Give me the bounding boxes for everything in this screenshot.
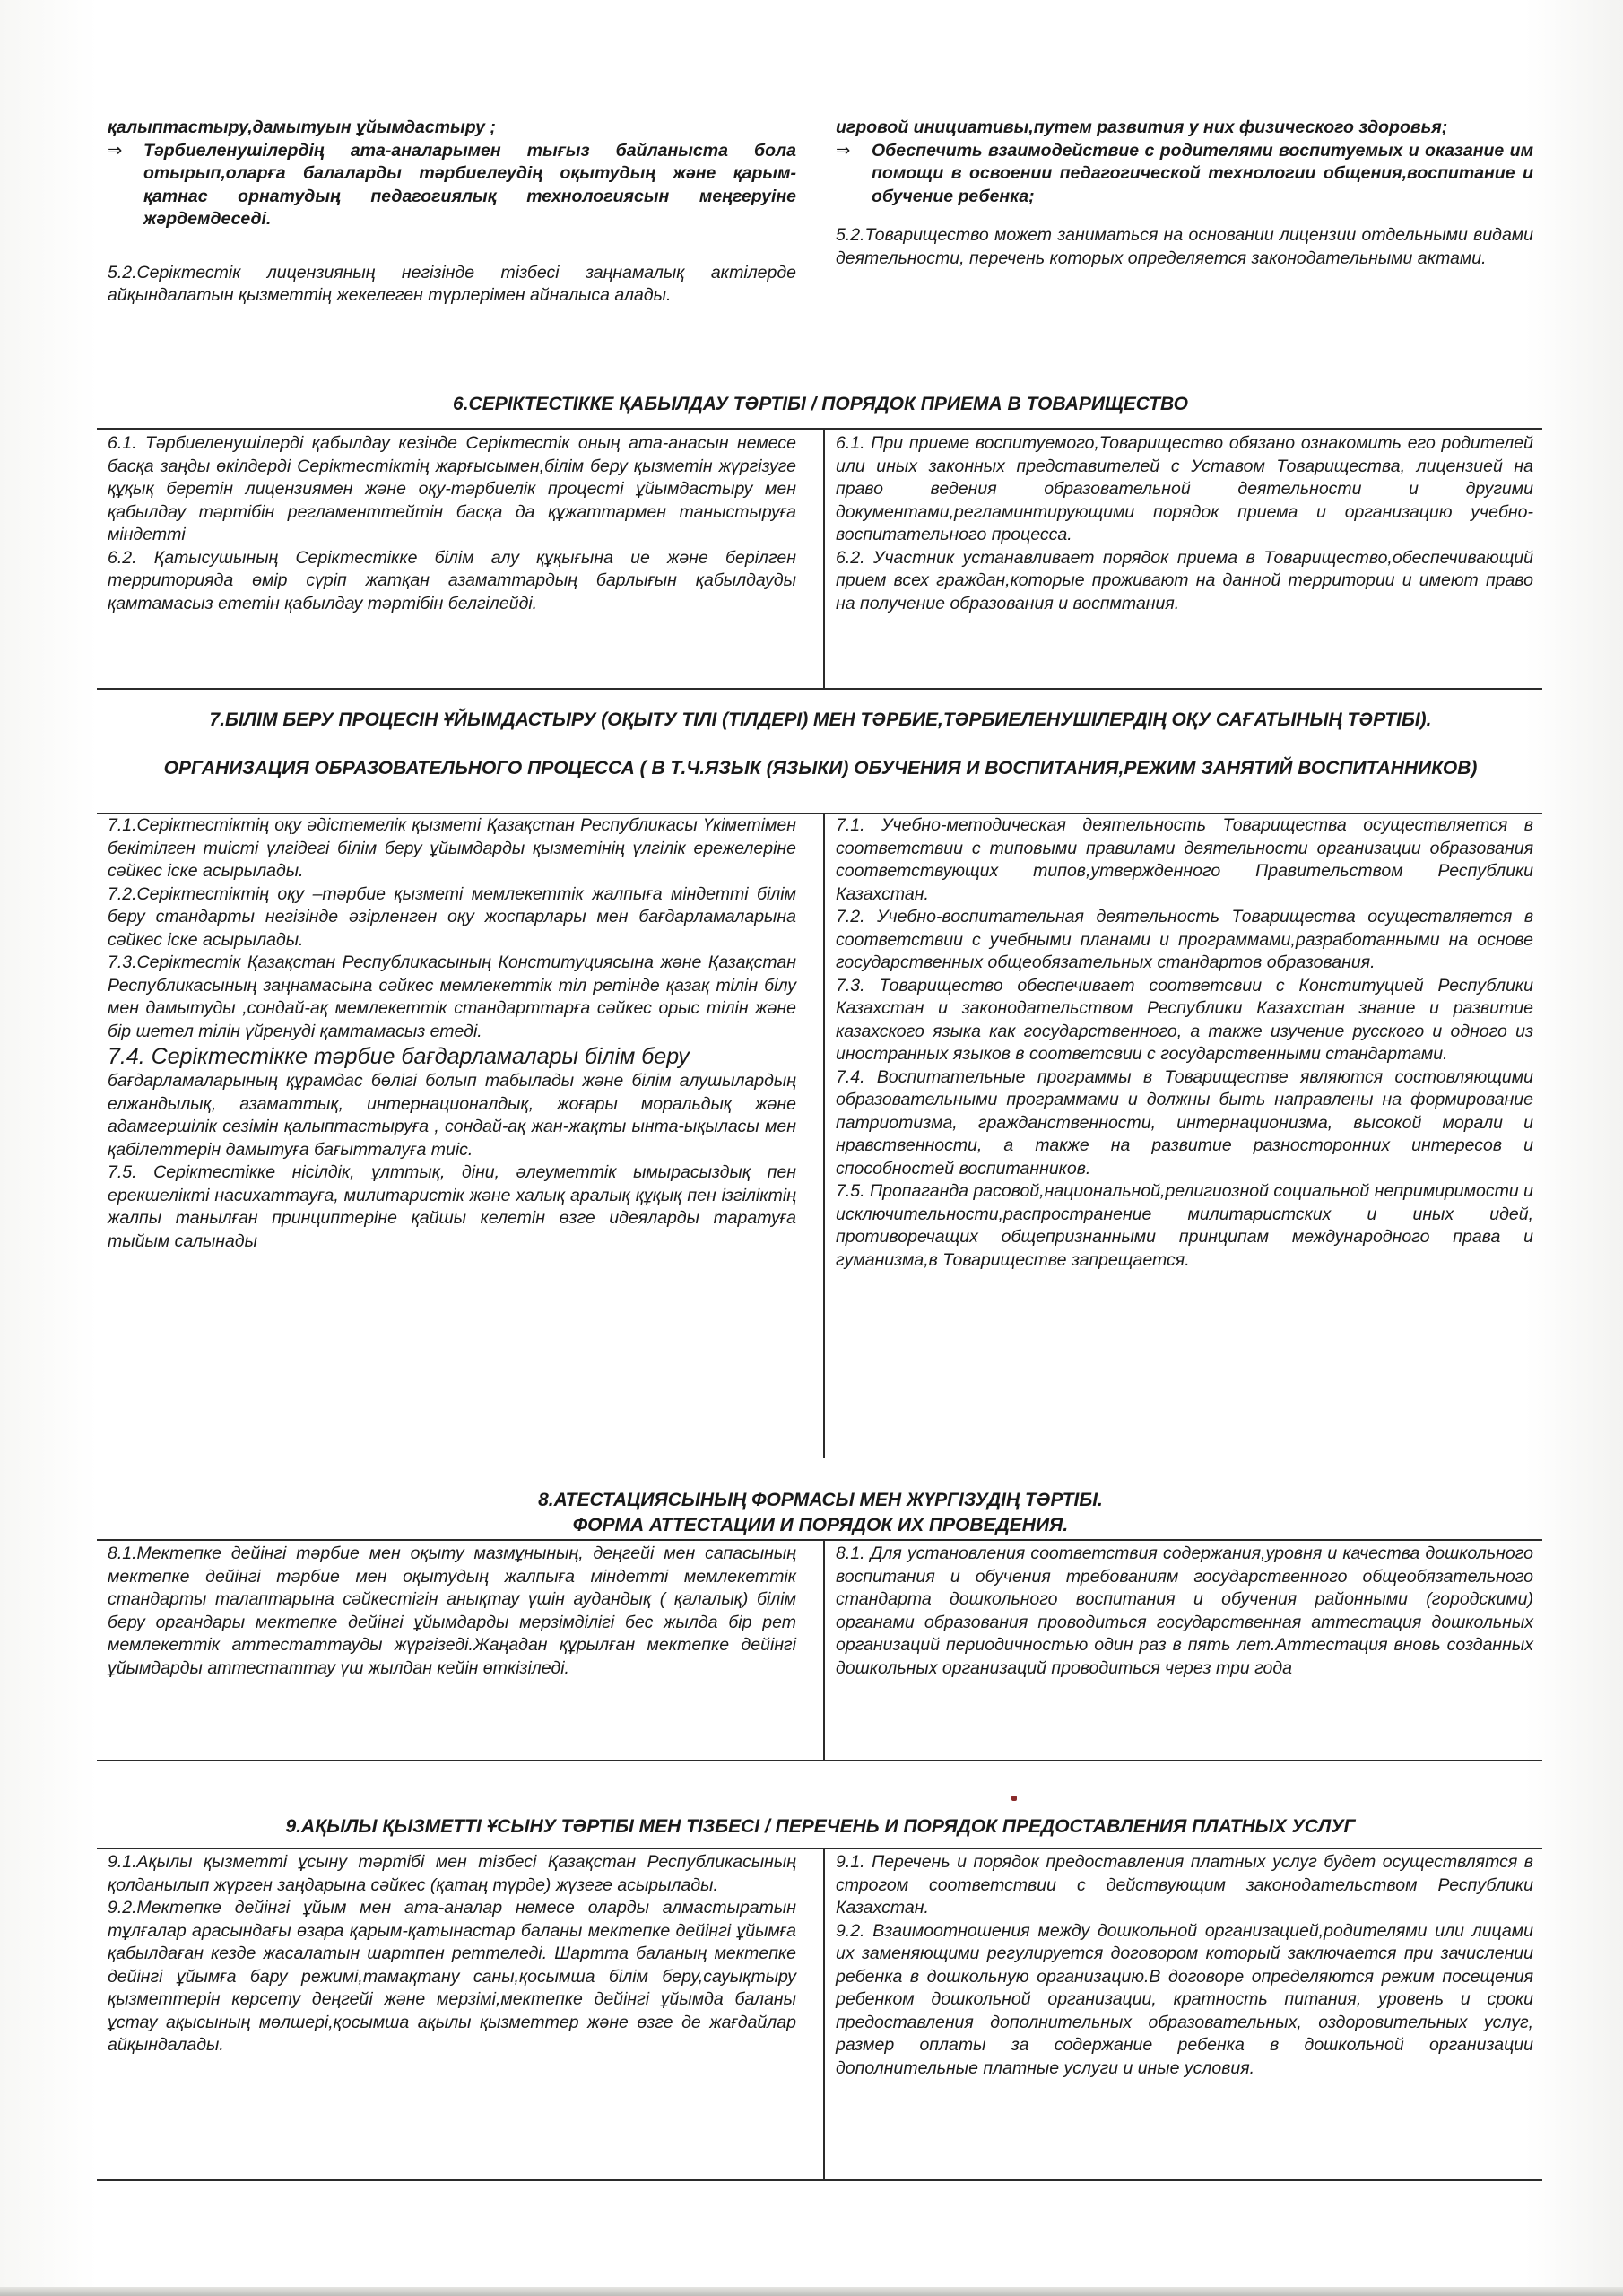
kz-column bbox=[108, 117, 816, 308]
kz-bullet bbox=[108, 140, 796, 231]
section-8-title-kz: 8.АТЕСТАЦИЯСЫНЫҢ ФОРМАСЫ МЕН ЖҮРГІЗУДІҢ ТӘРТІБІ. bbox=[538, 1490, 1103, 1510]
kz-clause-7-1: 7.1.Серіктестіктің оқу әдістемелік қызметі Қазақстан Республикасы Үкіметімен бекітілген тиісті үлгідегі білім беру ұйымдарды қызметінің үлгілік ережелеріне сәйкес іске асырылады. bbox=[108, 815, 796, 881]
kz-bullet-text: Тәрбиеленушілердің ата-аналарымен тығыз байланыста бола отырып,оларға балаларды тәрбиелеудің оқытудың және қарым-қатнас орнатудың педагогиялық технологиясын меңгеруіне жәрдемдеседі. bbox=[143, 140, 796, 229]
section-9-title: 9.АҚЫЛЫ ҚЫЗМЕТТІ ҰСЫНУ ТӘРТІБІ МЕН ТІЗБЕСІ / ПЕРЕЧЕНЬ И ПОРЯДОК ПРЕДОСТАВЛЕНИЯ ПЛАТНЫХ УСЛУГ bbox=[285, 1816, 1356, 1837]
kz-column bbox=[108, 814, 816, 1272]
ru-column bbox=[816, 432, 1533, 615]
kz-column bbox=[108, 1543, 816, 1680]
kz-column bbox=[108, 432, 816, 615]
kz-clause-7-4-heading: 7.4. Серіктестікке тәрбие бағдарламалары білім беру bbox=[108, 1044, 690, 1069]
kz-clause-6-1: 6.1. Тәрбиеленушілерді қабылдау кезінде Серіктестік оның ата-анасын немесе басқа заңды өкілдерді Серіктестіктің жарғысымен,білім беру қызметін жүргізуге құқық беретін лицензиямен және оқу-тәрбиелік процесті ұйымдастыру мен қабылдау тәртібін регламенттейтін басқа да құжаттармен таныстыруға міндетті bbox=[108, 433, 796, 544]
kz-clause-9-2: 9.2.Мектепке дейінгі ұйым мен ата-аналар немесе оларды алмастыратын тұлғалар арасындағы өзара қарым-қатынастар баланы мектепке дейінгі ұйымға қабылдаған кезде жасалатын шартпен реттеледі. Шартта баланың мектепке дейінгі ұйымға бару режимі,тамақтану саны,қосымша білім беру,сауықтыру қызметтерін көрсету деңгейі және мерзімі,мектепке дейінгі ұйымда баланы ұстау ақысының мөлшері,қосымша ақылы қызметтер және өзге де жағдайлар айқындалады. bbox=[108, 1898, 796, 2055]
arrow-icon: ⇒ bbox=[836, 140, 851, 161]
ru-clause-8-1: 8.1. Для установления соответствия содержания,уровня и качества дошкольного воспитания и обучения требованиям государственного общеобязательного стандарта дошкольного воспитания и обучения районными (городскими) органами образования проводиться государственная аттестация дошкольных организаций периодичностью один раз в пять лет.Аттестация вновь созданных дошкольных организаций проводиться через три года bbox=[836, 1544, 1533, 1678]
section-6-body bbox=[108, 432, 1533, 615]
kz-column bbox=[108, 1851, 816, 2080]
ru-bullet-text: Обеспечить взаимодействие с родителями воспитуемых и оказание им помощи в освоении педагогической технологии общения,воспитание и обучение ребенка; bbox=[872, 140, 1533, 206]
divider bbox=[97, 1848, 1542, 1849]
kz-clause-9-1: 9.1.Ақылы қызметті ұсыну тәртібі мен тізбесі Қазақстан Республикасының қолданылып жүрген заңдарына сәйкес (қатаң түрде) жүзеге асырылады. bbox=[108, 1852, 796, 1895]
section5-continuation bbox=[108, 117, 1533, 308]
kz-line: қалыптастыру,дамытуын ұйымдастыру ; bbox=[108, 117, 496, 137]
ru-bullet bbox=[836, 140, 1533, 209]
section-8-body bbox=[108, 1543, 1533, 1680]
ru-clause-7-2: 7.2. Учебно-воспитательная деятельность Товарищества осуществляется в соответствии с учебными планами и программами,разработанными на основе государственных общеобязательных стандартов образования. bbox=[836, 907, 1533, 972]
ru-line: игровой инициативы,путем развития у них физического здоровья; bbox=[836, 117, 1448, 137]
section-9-body bbox=[108, 1851, 1533, 2080]
ru-clause-7-4: 7.4. Воспитательные программы в Товариществе являются состовляющими образовательными программами и должны быть направлены на формирование патриотизма, гражданственности, интернационизма, высокой морали и нравственности, а также на развитие разносторонних интересов и способностей воспитанников. bbox=[836, 1066, 1533, 1178]
ru-clause-7-5: 7.5. Пропаганда расовой,национальной,религиозной социальной непримиримости и исключительности,распространение милитаристских и иных идей, противоречащих общепризнанными принципам международного права и гуманизма,в Товариществе запрещается. bbox=[836, 1181, 1533, 1270]
ru-clause-9-1: 9.1. Перечень и порядок предоставления платных услуг будет осуществлятся в строгом соответствии с действующим законодательством Республики Казахстан. bbox=[836, 1852, 1533, 1918]
ru-clause-7-3: 7.3. Товарищество обеспечивает соответсвии с Конституцией Республики Казахстан и законодательством Республики Казахстан знание и развитие казахского языка как государственного, а также изучение русского и одного из иностранных языков в соответсвии с государственными стандартами. bbox=[836, 975, 1533, 1064]
arrow-icon: ⇒ bbox=[108, 140, 123, 161]
ru-column bbox=[816, 1851, 1533, 2080]
section-7-title-ru: ОРГАНИЗАЦИЯ ОБРАЗОВАТЕЛЬНОГО ПРОЦЕССА ( В Т.Ч.ЯЗЫК (ЯЗЫКИ) ОБУЧЕНИЯ И ВОСПИТАНИЯ,РЕЖИМ ЗАНЯТИЙ ВОСПИТАННИКОВ) bbox=[163, 758, 1478, 778]
kz-clause-7-2: 7.2.Серіктестіктің оқу –тәрбие қызметі мемлекеттік жалпыға міндетті білім беру стандарты негізінде әзірленген оқу жоспарлары мен бағдарламаларына сәйкес іске асырылады. bbox=[108, 883, 796, 950]
ru-clause-9-2: 9.2. Взаимоотношения между дошкольной организацией,родителями или лицами их заменяющими регулируется договором который заключается при зачислении ребенка в дошкольную организацию.В договоре определяются режим посещения ребенком дошкольной организации, кратность питания, уровень и сроки предоставления дополнительных образовательных, оздоровительных услуг, размер оплаты за содержание ребенка в дошкольной организации дополнительные платные услуги и иные условия. bbox=[836, 1920, 1533, 2078]
kz-clause-7-3: 7.3.Серіктестік Қазақстан Республикасының Конституциясына және Қазақстан Республикасының заңнамасына сәйкес мемлекеттік тіл ретінде қазақ тілін білу мен дамытуды ,сондай-ақ мемлекеттік стандарттарға сәйкес орыс тілін және бір шетел тілін үйренуді қамтамасыз етеді. bbox=[108, 952, 796, 1041]
ru-clause-7-1: 7.1. Учебно-методическая деятельность Товарищества осуществляется в соответствии с типовыми правилами деятельности организации образования соответствующих типов,утвержденного Правительством Республики Казахстан. bbox=[836, 815, 1533, 904]
kz-clause-6-2: 6.2. Қатысушының Серіктестікке білім алу құқығына ие және берілген территорияда өмір сүріп жатқан азаматтардың барлығын қабылдауды қамтамасыз ететін қабылдау тәртібін белгілейді. bbox=[108, 547, 796, 613]
divider bbox=[97, 1760, 1542, 1761]
section-7-body bbox=[108, 814, 1533, 1272]
divider bbox=[97, 688, 1542, 690]
section-8-title-ru: ФОРМА АТТЕСТАЦИИ И ПОРЯДОК ИХ ПРОВЕДЕНИЯ. bbox=[572, 1515, 1069, 1535]
ru-clause-6-2: 6.2. Участник устанавливает порядок приема в Товарищество,обеспечивающий прием всех граждан,которые проживают на данной территории и имеют право на получение образования и воспмтания. bbox=[836, 547, 1533, 613]
divider bbox=[97, 1539, 1542, 1541]
ru-clause-6-1: 6.1. При приеме воспитуемого,Товарищество обязано ознакомить его родителей или иных законных представителей с Уставом Товарищества, лицензией на право ведения образовательной деятельности и другими документами,регламинтирующими порядок приема и организацию учебно-воспитательного процесса. bbox=[836, 433, 1533, 544]
section-7-title-kz: 7.БІЛІМ БЕРУ ПРОЦЕСІН ҰЙЫМДАСТЫРУ (ОҚЫТУ ТІЛІ (ТІЛДЕРІ) МЕН ТӘРБИЕ,ТӘРБИЕЛЕНУШІЛЕРДІҢ ОҚУ САҒАТЫНЫҢ ТӘРТІБІ). bbox=[209, 709, 1432, 730]
kz-clause-5-2: 5.2.Серіктестік лицензияның негізінде тізбесі заңнамалық актілерде айқындалатын қызметтің жекелеген түрлерімен айналыса алады. bbox=[108, 262, 796, 305]
divider bbox=[97, 2179, 1542, 2181]
divider bbox=[97, 428, 1542, 430]
kz-clause-7-4: бағдарламаларының құрамдас бөлігі болып табылады және білім алушылардың елжандылық, азаматтық, интернационалдық, жоғары моральдық және адамгершілік сезімін қалыптастыруға , сондай-ақ жан-жақты ынта-ықыласы мен қабілеттерін дамытуға бағытталуға тиіс. bbox=[108, 1071, 796, 1160]
ru-column bbox=[816, 1543, 1533, 1680]
kz-clause-7-5: 7.5. Серіктестікке нісілдік, ұлттық, діни, әлеуметтік ымырасыздық пен ерекшелікті насихаттауға, милитаристік және халық аралық құқық пен ізгіліктің жалпы танылған принциптеріне қайшы келетін өзге идеяларды таратуға тыйым салынады bbox=[108, 1162, 796, 1251]
ink-dot bbox=[1011, 1796, 1017, 1801]
ru-clause-5-2: 5.2.Товарищество может заниматься на основании лицензии отдельными видами деятельности, перечень которых определяется законодательными актами. bbox=[836, 225, 1533, 268]
page-edge bbox=[0, 2287, 1623, 2296]
section-6-title: 6.СЕРІКТЕСТІККЕ ҚАБЫЛДАУ ТӘРТІБІ / ПОРЯДОК ПРИЕМА В ТОВАРИЩЕСТВО bbox=[453, 394, 1188, 414]
kz-clause-8-1: 8.1.Мектепке дейінгі тәрбие мен оқыту мазмұнының, деңгейі мен сапасының мектепке дейінгі тәрбие мен оқытудың жалпыға міндетті мемлекеттік стандарты талаптарына сәйкестігін анықтау үшін аудандық ( қалалық) білім беру органдары мектепке дейінгі ұйымдарды мерзімділігі бес жылда бір рет мемлекеттік аттестаттауды жүргізеді.Жаңадан құрылған мектепке дейінгі ұйымдарды аттестаттау үш жылдан кейін өткізіледі. bbox=[108, 1544, 796, 1678]
ru-column bbox=[816, 814, 1533, 1272]
ru-column bbox=[816, 117, 1533, 308]
